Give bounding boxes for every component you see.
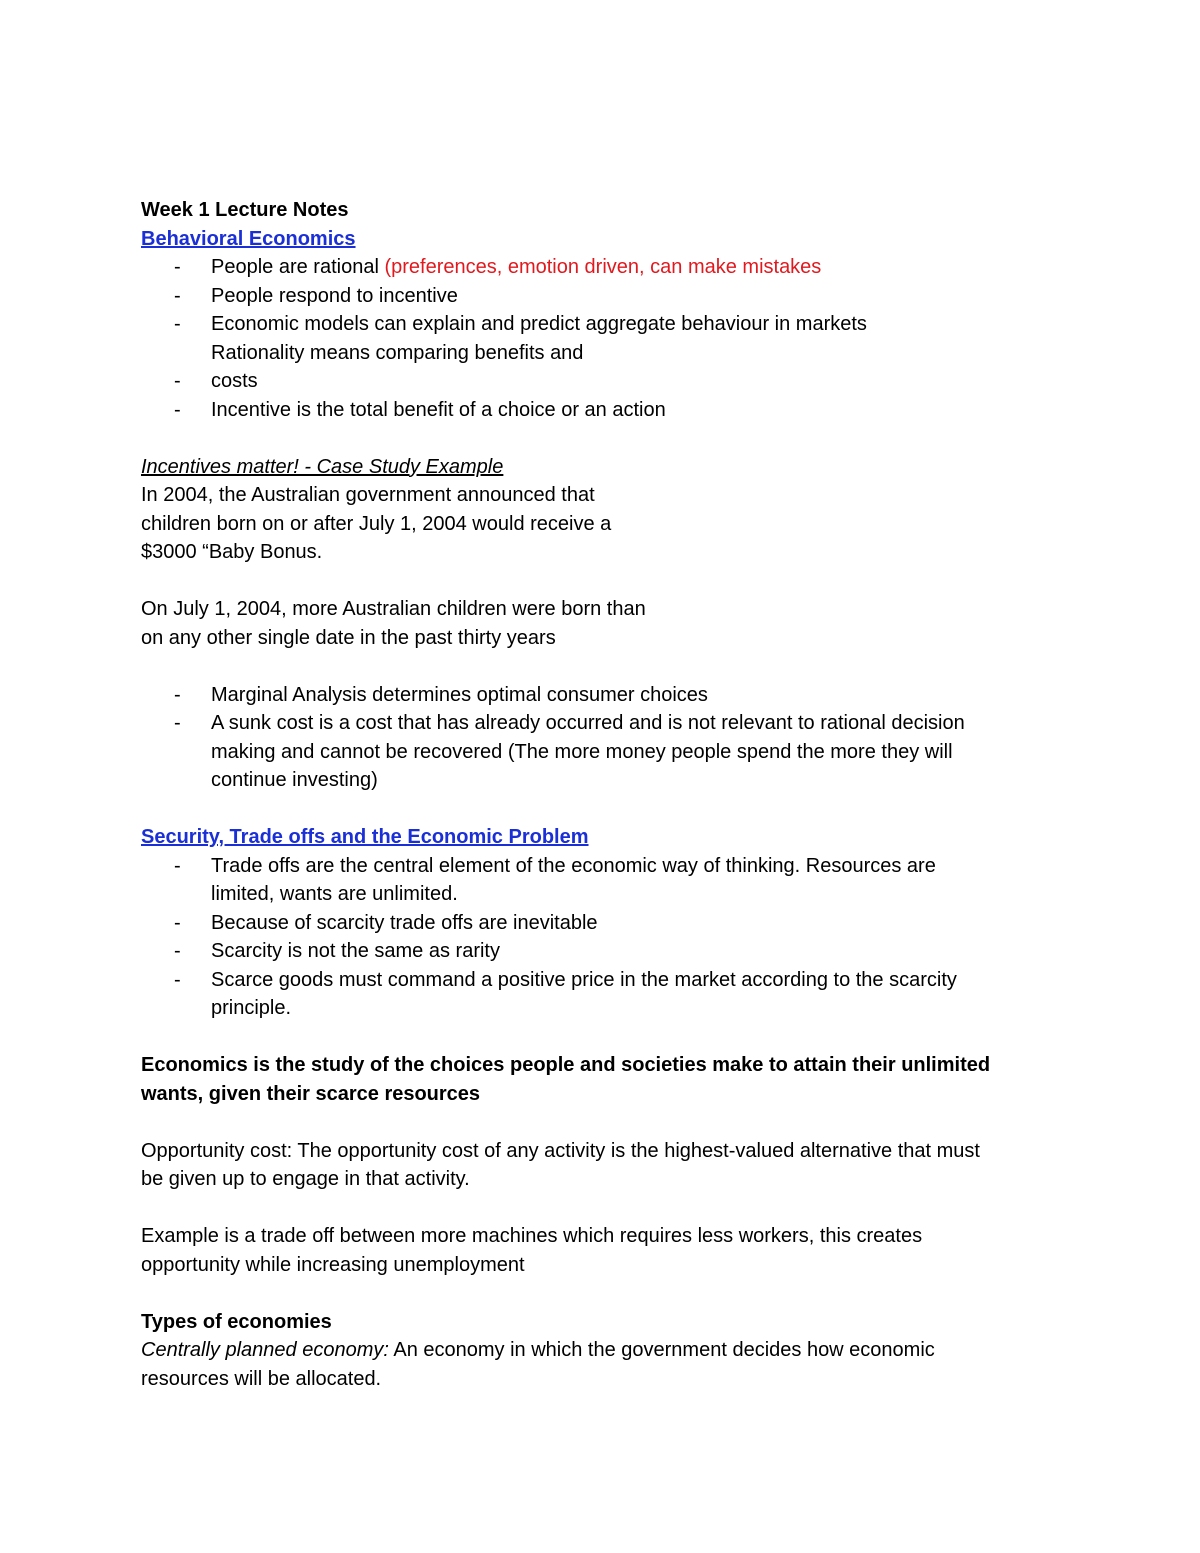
example-line: Example is a trade off between more machines which requires less workers, this creates: [141, 1225, 923, 1247]
list-item-text: Scarcity is not the same as rarity: [211, 940, 500, 962]
dash-marker: -: [174, 940, 181, 962]
dash-marker: -: [174, 256, 181, 278]
dash-marker: -: [174, 712, 181, 734]
list-item-red-text: (preferences, emotion driven, can make mistakes: [384, 256, 822, 278]
floating-text-line: Rationality means comparing benefits and: [211, 341, 584, 364]
definition-line: wants, given their scarce resources: [141, 1082, 481, 1105]
list-item: [141, 852, 1071, 909]
example-line: opportunity while increasing unemployment: [141, 1253, 525, 1276]
behavioral-economics-list: [141, 253, 1071, 339]
list-item: [141, 282, 1071, 311]
dash-marker: -: [174, 370, 181, 392]
list-item-text: Incentive is the total benefit of a choice or an action: [211, 398, 666, 421]
dash-marker: -: [174, 683, 181, 706]
list-item-text: continue investing): [211, 769, 378, 791]
list-item-text: A sunk cost is a cost that has already occurred and is not relevant to rational decision: [211, 712, 965, 734]
list-item-text: making and cannot be recovered (The more money people spend the more they will: [211, 740, 953, 763]
case-paragraph-line: In 2004, the Australian government announced that: [141, 484, 595, 506]
case-study-list: [141, 681, 1071, 795]
list-item-text: Economic models can explain and predict aggregate behaviour in markets: [211, 313, 867, 335]
central-economy-text: An economy in which the government decides how economic: [388, 1339, 935, 1361]
case-paragraph-line: On July 1, 2004, more Australian children were born than: [141, 598, 646, 620]
list-item: [141, 367, 1071, 396]
case-paragraph-line: $3000 “Baby Bonus.: [141, 541, 323, 563]
behavioral-economics-list-continued: [141, 367, 1071, 424]
dash-marker: -: [174, 313, 181, 335]
central-economy-label: Centrally planned economy:: [141, 1339, 389, 1361]
case-paragraph-line: children born on or after July 1, 2004 would receive a: [141, 512, 612, 535]
types-heading: Types of economies: [141, 1310, 332, 1333]
list-item-text: Trade offs are the central element of the economic way of thinking. Resources are: [211, 854, 936, 877]
list-item-text: People respond to incentive: [211, 284, 458, 307]
central-economy-text: resources will be allocated.: [141, 1367, 382, 1390]
list-item: [141, 966, 1071, 1023]
list-item-text: costs: [211, 370, 258, 392]
list-item: [141, 396, 1071, 425]
section-heading-security-trade-offs[interactable]: Security, Trade offs and the Economic Problem: [141, 826, 589, 848]
list-item: [141, 253, 1071, 282]
list-item: [141, 310, 1071, 339]
document-title: Week 1 Lecture Notes: [141, 199, 349, 221]
document-page: [141, 196, 1071, 1393]
dash-marker: -: [174, 854, 181, 877]
dash-marker: -: [174, 968, 181, 991]
case-paragraph-line: on any other single date in the past thirty years: [141, 626, 556, 649]
dash-marker: -: [174, 911, 181, 934]
section-heading-behavioral-economics[interactable]: Behavioral Economics: [141, 227, 356, 250]
list-item-text: People are rational: [211, 256, 385, 278]
list-item: [141, 709, 1071, 795]
list-item-text: limited, wants are unlimited.: [211, 883, 458, 905]
definition-line: Economics is the study of the choices people and societies make to attain their unlimited: [141, 1054, 991, 1076]
list-item-text: Scarce goods must command a positive price in the market according to the scarcity: [211, 968, 957, 991]
dash-marker: -: [174, 398, 181, 421]
case-study-heading: Incentives matter! - Case Study Example: [141, 455, 504, 478]
list-item: [141, 681, 1071, 710]
opportunity-cost-line: be given up to engage in that activity.: [141, 1168, 470, 1190]
list-item-text: Marginal Analysis determines optimal consumer choices: [211, 683, 708, 706]
opportunity-cost-line: Opportunity cost: The opportunity cost of any activity is the highest-valued alternative that must: [141, 1139, 980, 1162]
list-item: [141, 909, 1071, 938]
dash-marker: -: [174, 284, 181, 307]
list-item: [141, 937, 1071, 966]
trade-offs-list: [141, 852, 1071, 1023]
list-item-text: principle.: [211, 997, 292, 1019]
list-item-text: Because of scarcity trade offs are inevitable: [211, 911, 598, 934]
